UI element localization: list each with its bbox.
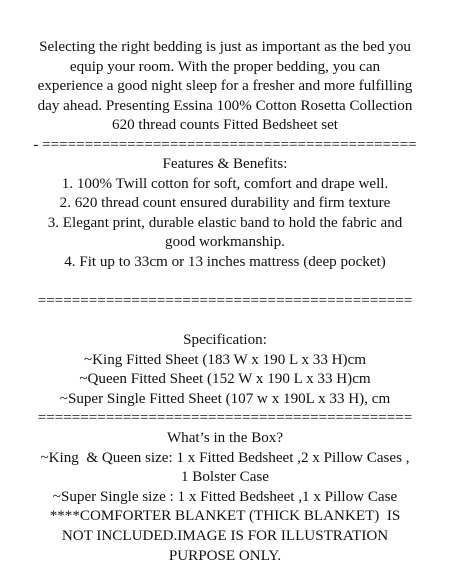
specification-item: ~Queen Fitted Sheet (152 W x 190 L x 33 H)cm (79, 371, 371, 388)
features-section (0, 155, 450, 273)
features-heading: Features & Benefits: (162, 156, 288, 172)
box-item: ~King & Queen size: 1 x Fitted Bedsheet ,2 x Pillow Cases , (40, 449, 410, 466)
box-notice: PURPOSE ONLY. (168, 547, 282, 564)
specification-item: ~Super Single Fitted Sheet (107 w x 190L x 33 H), cm (59, 390, 391, 407)
feature-item: 3. Elegant print, durable elastic band to hold the fabric and (47, 214, 403, 231)
specification-item: ~King Fitted Sheet (183 W x 190 L x 33 H)cm (83, 351, 367, 368)
specification-heading: Specification: (183, 332, 267, 348)
intro-line: day ahead. Presenting Essina 100% Cotton Rosetta Collection (37, 97, 413, 114)
intro-line: 620 thread counts Fitted Bedsheet set (112, 117, 338, 134)
feature-item: good workmanship. (165, 234, 285, 251)
separator: ============================================ (37, 293, 413, 309)
intro-paragraph (0, 38, 450, 156)
box-notice: ****COMFORTER BLANKET (THICK BLANKET) IS (49, 508, 401, 525)
feature-item: 4. Fit up to 33cm or 13 inches mattress (deep pocket) (64, 253, 386, 270)
specification-section (0, 331, 450, 429)
intro-line: equip your room. With the proper bedding, you can (69, 58, 381, 75)
box-heading: What’s in the Box? (166, 430, 284, 446)
separator: - ============================================ (33, 136, 417, 153)
feature-item: 1. 100% Twill cotton for soft, comfort and drape well. (61, 175, 389, 192)
features-separator-block (0, 292, 450, 312)
intro-line: experience a good night sleep for a fresher and more fulfilling (37, 78, 413, 95)
box-contents-section (0, 429, 450, 566)
box-notice: NOT INCLUDED.IMAGE IS FOR ILLUSTRATION (61, 527, 389, 544)
feature-item: 2. 620 thread count ensured durability and firm texture (59, 195, 391, 212)
separator: ============================================ (37, 410, 413, 427)
intro-line: Selecting the right bedding is just as important as the bed you (39, 39, 411, 55)
box-item: ~Super Single size : 1 x Fitted Bedsheet ,1 x Pillow Case (52, 488, 398, 505)
box-item: 1 Bolster Case (180, 469, 270, 486)
